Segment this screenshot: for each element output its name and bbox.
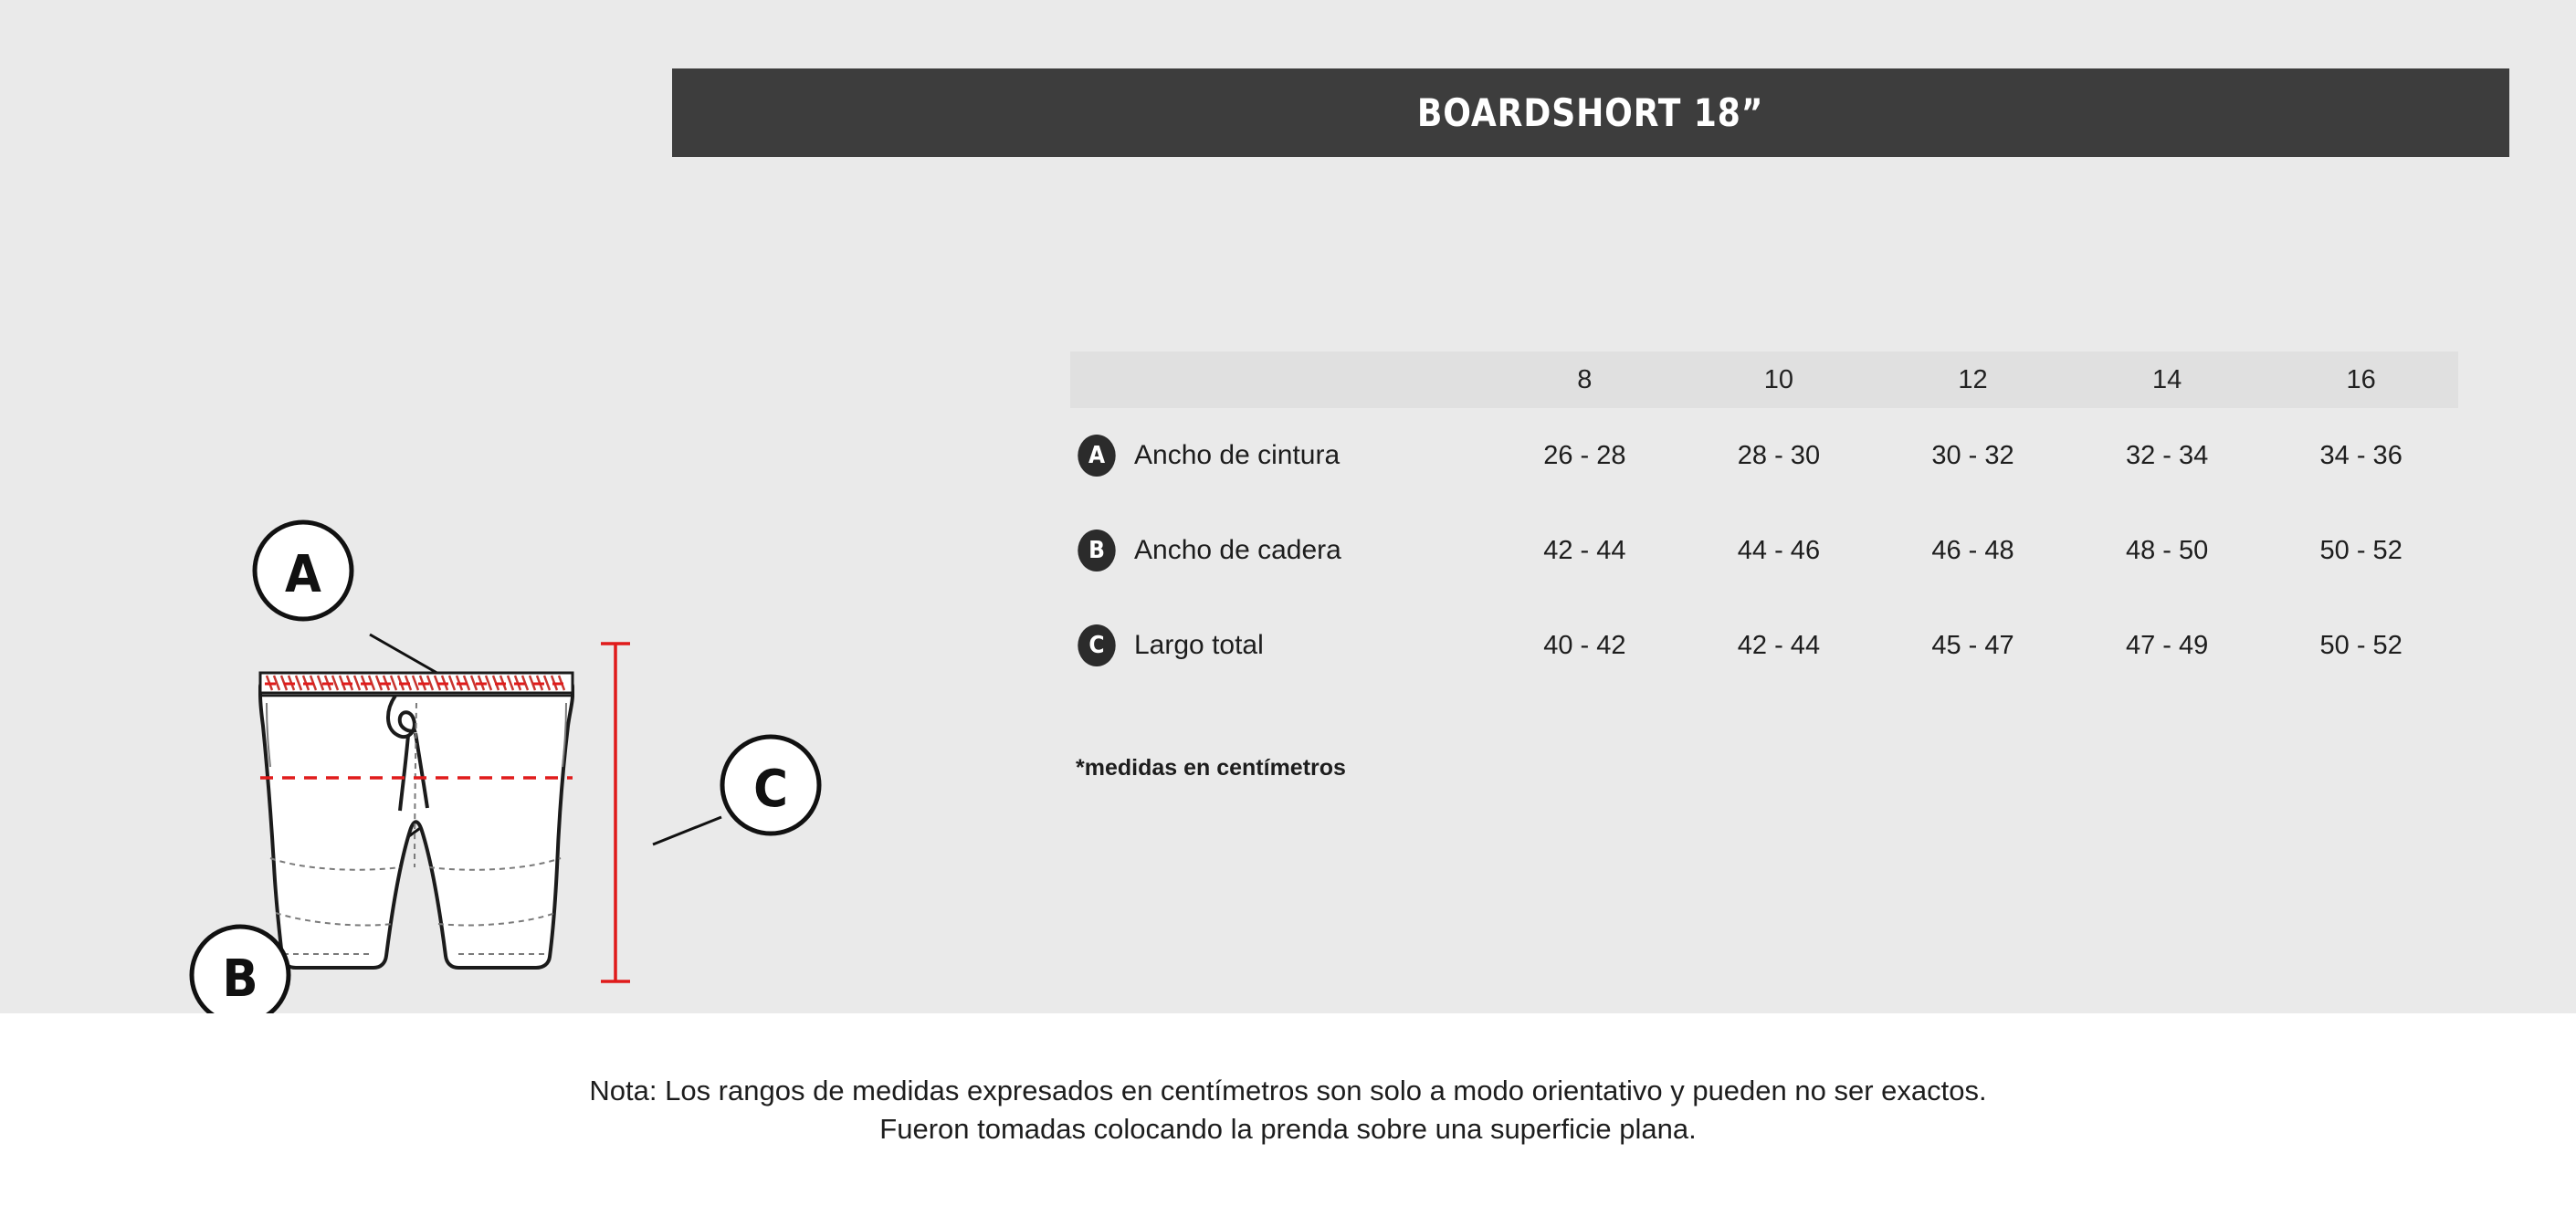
hip-size-16: 50 - 52 [2319, 535, 2403, 565]
row-label-waist [1070, 408, 1488, 503]
waist-size-10: 28 - 30 [1737, 440, 1821, 470]
length-size-12: 45 - 47 [1931, 630, 2014, 660]
garment-illustration [137, 274, 922, 1009]
measure-name-length: Largo total [1134, 630, 1264, 660]
waist-size-14: 32 - 34 [2125, 440, 2209, 470]
measure-name-waist: Ancho de cintura [1134, 440, 1341, 470]
header-size-16: 16 [2346, 364, 2376, 394]
length-size-16: 50 - 52 [2319, 630, 2403, 660]
waist-size-8: 26 - 28 [1543, 440, 1626, 470]
hip-size-12: 46 - 48 [1931, 535, 2014, 565]
header-size-8: 8 [1577, 364, 1593, 394]
header-size-14: 14 [2151, 364, 2182, 394]
length-size-10: 42 - 44 [1737, 630, 1821, 660]
footer-line-1: Nota: Los rangos de medidas expresados en centímetros son solo a modo orientativo y pueden no ser exactos. [589, 1074, 1987, 1106]
length-size-8: 40 - 42 [1543, 630, 1626, 660]
header-size-10: 10 [1763, 364, 1794, 394]
size-table [1070, 351, 2458, 693]
svg-text:C: C [753, 758, 788, 819]
measure-name-hip: Ancho de cadera [1134, 535, 1341, 565]
hip-size-8: 42 - 44 [1543, 535, 1626, 565]
badge-c: C [1078, 624, 1115, 666]
footer-line-2: Fueron tomadas colocando la prenda sobre una superficie plana. [879, 1112, 1697, 1145]
row-label-length [1070, 598, 1488, 693]
table-header-row [1070, 351, 2458, 408]
waist-size-16: 34 - 36 [2319, 440, 2403, 470]
table-row [1070, 408, 2458, 503]
badge-a: A [1078, 435, 1115, 477]
hip-size-14: 48 - 50 [2125, 535, 2209, 565]
table-row [1070, 503, 2458, 598]
badge-b: B [1078, 530, 1115, 572]
title-bar [672, 68, 2509, 157]
row-label-hip [1070, 503, 1488, 598]
hip-size-10: 44 - 46 [1737, 535, 1821, 565]
header-label-cell [1070, 351, 1488, 408]
length-size-14: 47 - 49 [2125, 630, 2209, 660]
units-note: *medidas en centímetros [1076, 755, 1346, 781]
page-title: BOARDSHORT 18” [1417, 90, 1764, 135]
waist-size-12: 30 - 32 [1931, 440, 2014, 470]
footer-note [0, 1013, 2576, 1206]
svg-text:B: B [222, 948, 258, 1009]
header-size-12: 12 [1958, 364, 1988, 394]
table-row [1070, 598, 2458, 693]
svg-text:A: A [285, 543, 321, 604]
